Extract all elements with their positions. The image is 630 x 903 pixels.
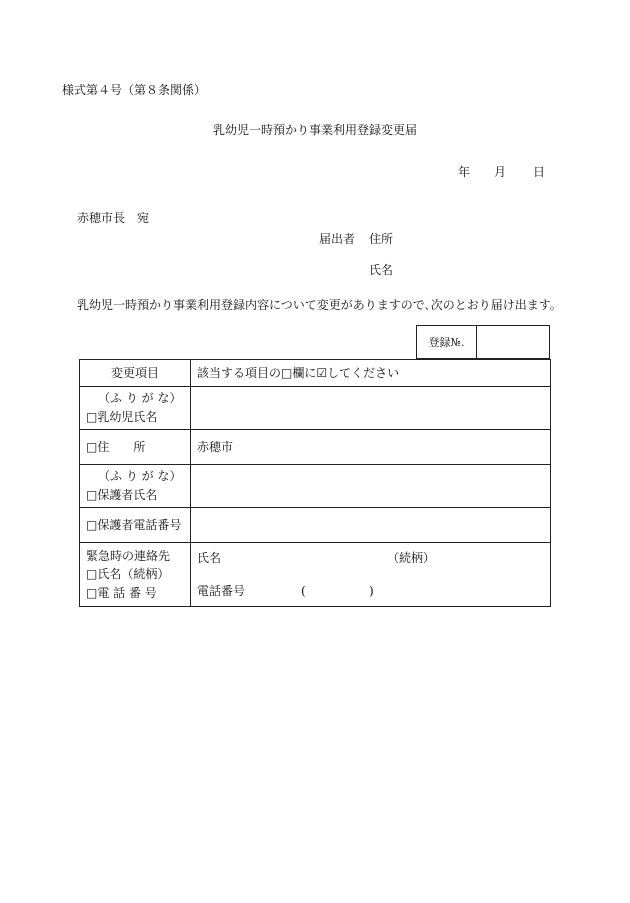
registration-number-field[interactable] [477,326,549,358]
registration-number-label: 登録№. [417,326,477,358]
header-change-item: 変更項目 [80,360,191,387]
child-name-field[interactable] [191,387,551,430]
table-row-child-name [80,387,551,430]
registration-number-box [416,325,550,359]
emergency-field[interactable] [191,543,551,607]
date-month-label: 月 [494,165,507,179]
emergency-name-item[interactable]: □氏名（続柄） [86,567,170,582]
address-item[interactable]: □住 所 [80,430,191,465]
guardian-name-field[interactable] [191,465,551,508]
intro-text: 乳幼児一時預かり事業利用登録内容について変更がありますので､次のとおり届け出ます。 [77,298,562,312]
addressee: 赤穂市長 宛 [77,211,150,225]
emergency-phone-label: 電話番号 [197,583,246,598]
child-name-label: □乳幼児氏名 [86,410,158,424]
guardian-name-label: □保護者氏名 [86,488,158,502]
emergency-title: 緊急時の連絡先 [86,548,171,563]
table-row-address [80,430,551,465]
guardian-name-furigana: （ふ り が な） [98,469,182,484]
submitter-address-label: 住所 [369,232,394,246]
date-day-label: 日 [533,165,546,179]
phone-paren-close: ) [369,583,374,598]
phone-paren-open: ( [301,583,306,598]
header-instruction: 該当する項目の□欄に☑してください [191,360,551,387]
address-field[interactable]: 赤穂市 [191,430,551,465]
table-row-guardian-name [80,465,551,508]
child-name-furigana: （ふ り が な） [98,391,182,406]
guardian-name-item[interactable] [80,465,191,508]
date-year-label: 年 [458,165,471,179]
emergency-item [80,543,191,607]
document-title: 乳幼児一時預かり事業利用登録変更届 [212,123,417,137]
form-number: 様式第４号（第８条関係） [62,83,207,97]
submitter-label: 届出者 [319,232,356,246]
child-name-item[interactable] [80,387,191,430]
emergency-name-label: 氏名 [197,550,222,565]
emergency-relation-label: （続柄） [387,550,436,565]
table-row-guardian-phone [80,508,551,543]
emergency-phone-item[interactable]: □電 話 番 号 [86,585,157,600]
submitter-name-label: 氏名 [369,263,394,277]
table-header-row [80,360,551,387]
guardian-phone-item[interactable]: □保護者電話番号 [80,508,191,543]
guardian-phone-field[interactable] [191,508,551,543]
change-items-table [79,359,551,607]
table-row-emergency [80,543,551,607]
